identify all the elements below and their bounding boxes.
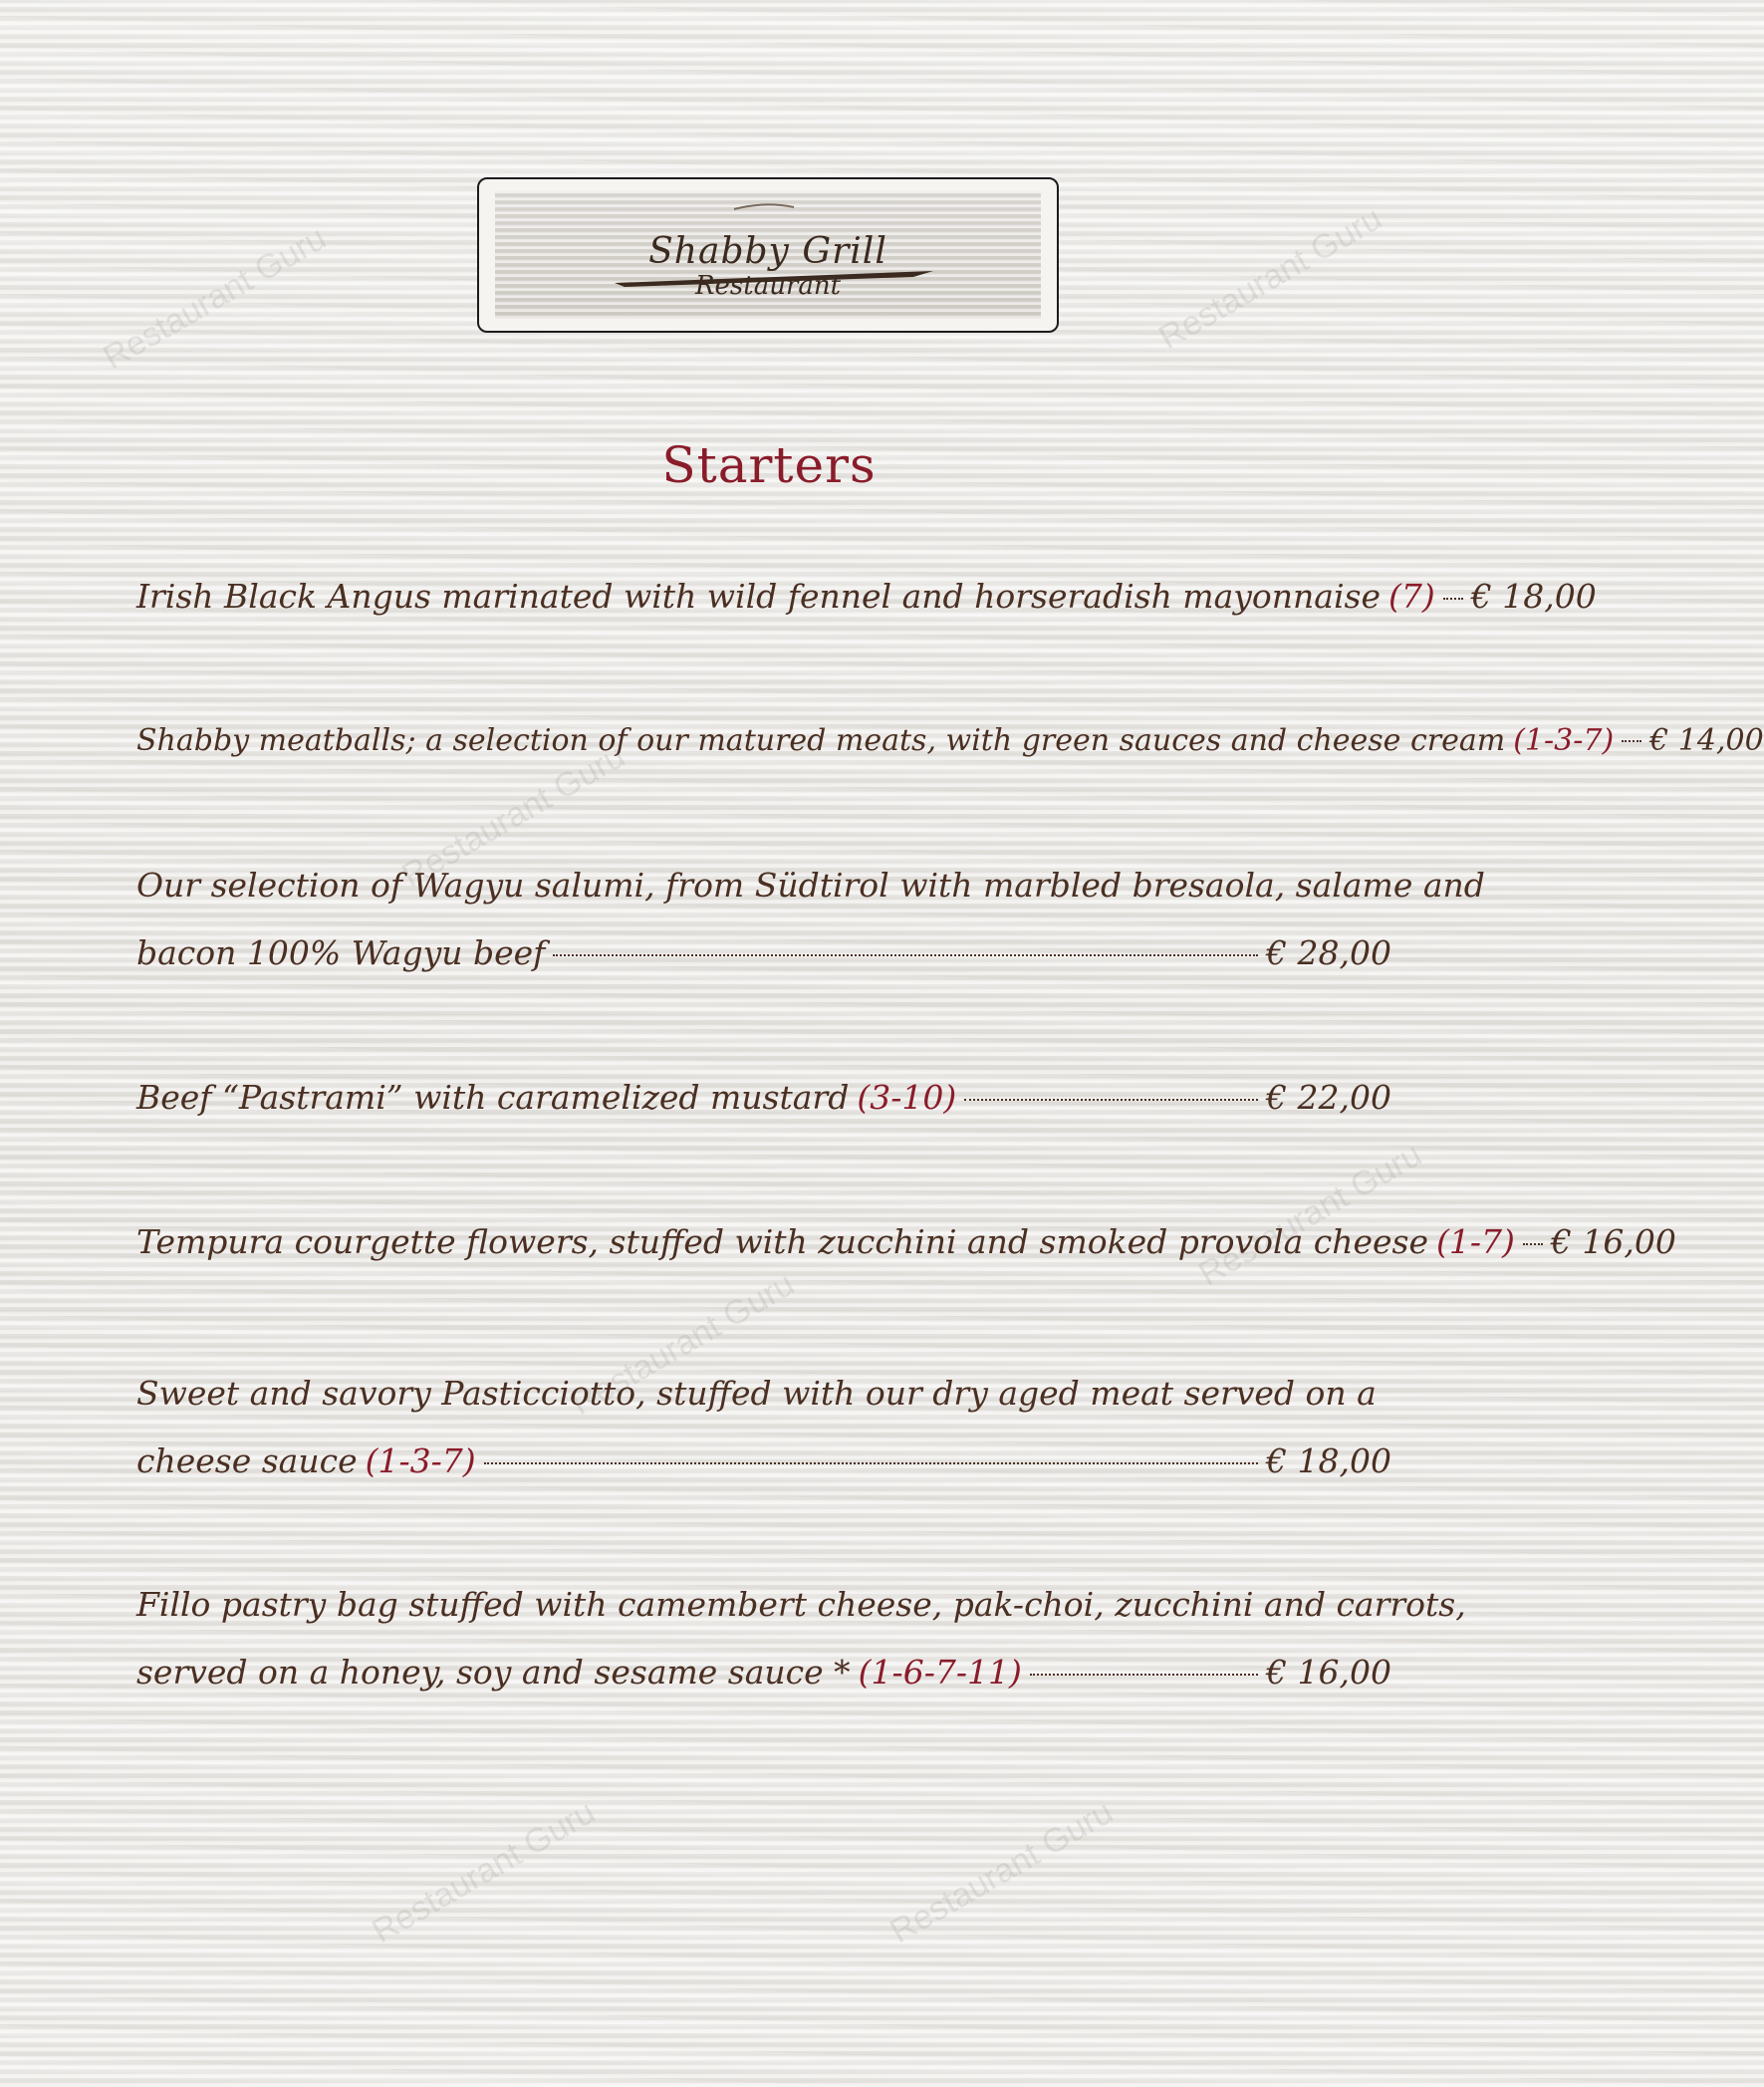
logo-plate	[477, 177, 1059, 333]
dot-leader	[1443, 598, 1463, 600]
item-allergens: (1-6-7-11)	[858, 1653, 1022, 1692]
watermark: Restaurant Guru	[366, 1792, 602, 1952]
item-description: Shabby meatballs; a selection of our matured meats, with green sauces and cheese cream	[136, 723, 1506, 758]
item-price: € 14,00	[1649, 723, 1764, 758]
dot-leader	[1030, 1674, 1258, 1676]
item-description: Beef “Pastrami” with caramelized mustard	[136, 1078, 850, 1117]
item-price: € 16,00	[1266, 1653, 1391, 1692]
item-description: Sweet and savory Pasticciotto, stuffed with our dry aged meat served on a	[136, 1374, 1377, 1413]
item-description-continued: bacon 100% Wagyu beef	[136, 933, 546, 972]
logo-title: Shabby Grill	[648, 231, 887, 272]
dot-leader	[964, 1099, 1258, 1101]
dot-leader	[553, 954, 1258, 956]
item-price: € 18,00	[1470, 577, 1597, 616]
logo	[495, 191, 1041, 319]
item-description-continued: served on a honey, soy and sesame sauce *	[136, 1653, 851, 1692]
item-allergens: (3-10)	[857, 1078, 957, 1117]
item-allergens: (1-7)	[1436, 1222, 1515, 1261]
menu-item	[136, 707, 1764, 775]
item-allergens: (1-3-7)	[365, 1441, 476, 1480]
item-description: Tempura courgette flowers, stuffed with zucchini and smoked provola cheese	[136, 1222, 1429, 1261]
item-allergens: (1-3-7)	[1513, 723, 1615, 758]
item-price: € 16,00	[1550, 1222, 1676, 1261]
dot-leader	[484, 1462, 1258, 1464]
item-allergens: (7)	[1388, 577, 1435, 616]
item-description: Our selection of Wagyu salumi, from Südtirol with marbled bresaola, salame and	[136, 866, 1485, 905]
menu-item	[136, 563, 1597, 631]
watermark: Restaurant Guru	[97, 218, 333, 378]
menu-item	[136, 1208, 1676, 1276]
menu-item	[136, 852, 1485, 987]
item-description: Fillo pastry bag stuffed with camembert cheese, pak-choi, zucchini and carrots,	[136, 1585, 1466, 1624]
menu-item	[136, 1064, 1391, 1132]
dot-leader	[1622, 740, 1641, 742]
dot-leader	[1523, 1243, 1543, 1245]
item-price: € 18,00	[1266, 1441, 1391, 1480]
item-description-continued: cheese sauce	[136, 1441, 358, 1480]
item-price: € 28,00	[1266, 933, 1391, 972]
watermark: Restaurant Guru	[395, 736, 631, 896]
logo-subtitle: Restaurant	[694, 271, 842, 301]
item-price: € 22,00	[1266, 1078, 1391, 1117]
menu-item	[136, 1571, 1466, 1706]
watermark: Restaurant Guru	[1152, 198, 1388, 358]
watermark: Restaurant Guru	[883, 1792, 1120, 1952]
watermark: Restaurant Guru	[565, 1264, 801, 1424]
watermark: Restaurant Guru	[1192, 1135, 1428, 1294]
section-title: Starters	[661, 436, 877, 494]
item-description: Irish Black Angus marinated with wild fennel and horseradish mayonnaise	[136, 577, 1381, 616]
menu-item	[136, 1360, 1391, 1495]
